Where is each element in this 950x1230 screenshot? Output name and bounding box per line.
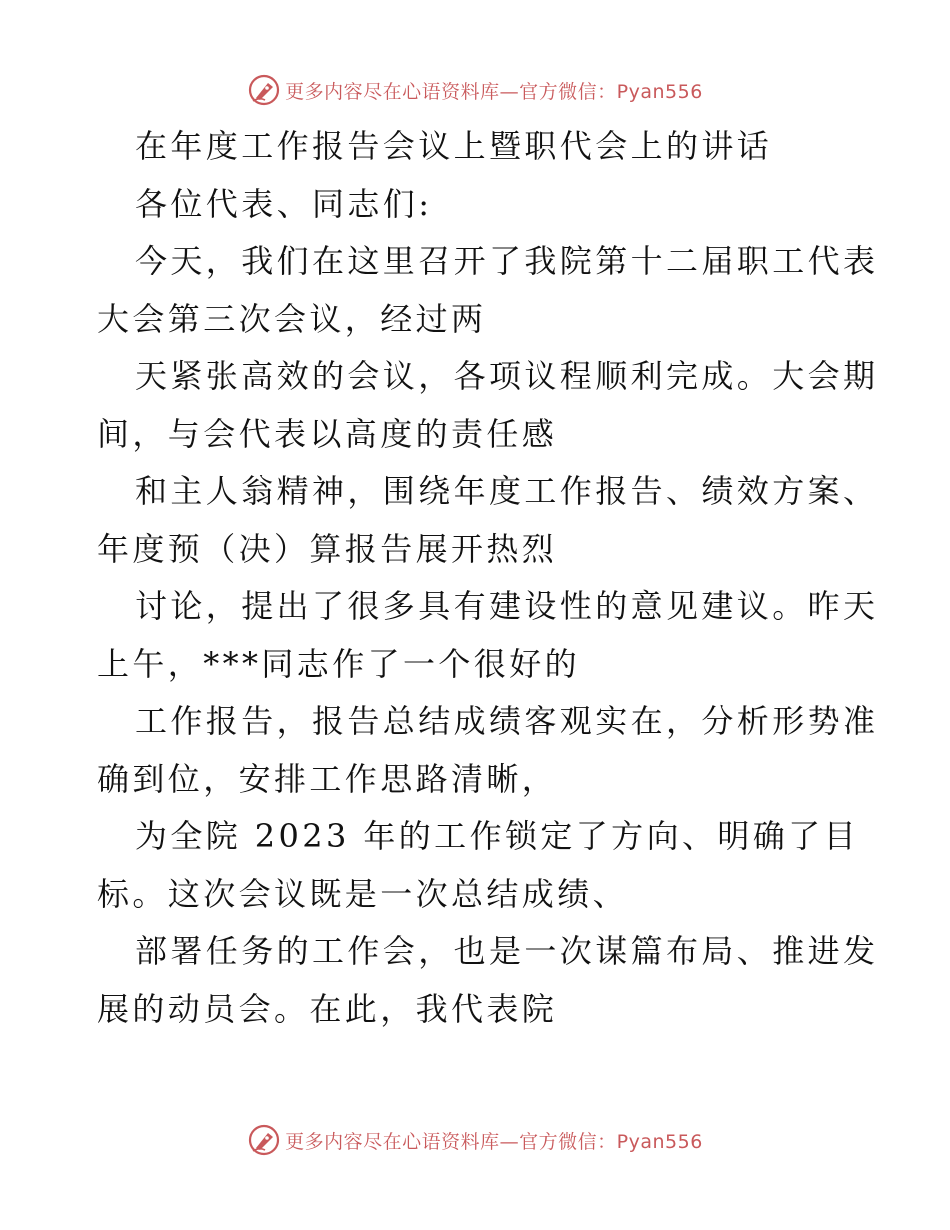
paragraph-line: 今天，我们在这里召开了我院第十二届职工代表 — [135, 242, 879, 280]
watermark-text: 更多内容尽在心语资料库—官方微信：Pyan556 — [285, 80, 703, 103]
paragraph-line: 讨论，提出了很多具有建设性的意见建议。昨天 — [135, 587, 879, 625]
wechat-id: Pyan556 — [616, 80, 703, 103]
paragraph-line: 大会第三次会议，经过两 — [97, 299, 487, 338]
paragraph-line: 标。这次会议既是一次总结成绩、 — [97, 874, 629, 913]
paragraph-line: 和主人翁精神，围绕年度工作报告、绩效方案、 — [135, 472, 879, 510]
watermark-text: 更多内容尽在心语资料库—官方微信：Pyan556 — [285, 1130, 703, 1153]
document-body — [97, 118, 879, 1038]
paragraph-line: 展的动员会。在此，我代表院 — [97, 989, 558, 1028]
paragraph-line: 年度预（决）算报告展开热烈 — [97, 529, 558, 568]
paragraph-line: 确到位，安排工作思路清晰， — [97, 759, 558, 798]
paragraph-line: 上午，***同志作了一个很好的 — [97, 644, 581, 683]
watermark-banner-top — [0, 70, 950, 110]
watermark-banner-bottom — [0, 1120, 950, 1160]
paragraph-line: 为全院 2023 年的工作锁定了方向、明确了目 — [135, 817, 859, 855]
salutation: 各位代表、同志们: — [135, 184, 433, 223]
paragraph-line: 工作报告，报告总结成绩客观实在，分析形势准 — [135, 702, 879, 740]
pen-nib-logo-icon — [247, 1123, 281, 1157]
wechat-id: Pyan556 — [616, 1130, 703, 1153]
paragraph-line: 天紧张高效的会议，各项议程顺利完成。大会期 — [135, 357, 879, 395]
paragraph-line: 间，与会代表以高度的责任感 — [97, 414, 558, 453]
paragraph-line: 部署任务的工作会，也是一次谋篇布局、推进发 — [135, 932, 879, 970]
pen-nib-logo-icon — [247, 73, 281, 107]
document-title: 在年度工作报告会议上暨职代会上的讲话 — [135, 127, 773, 165]
